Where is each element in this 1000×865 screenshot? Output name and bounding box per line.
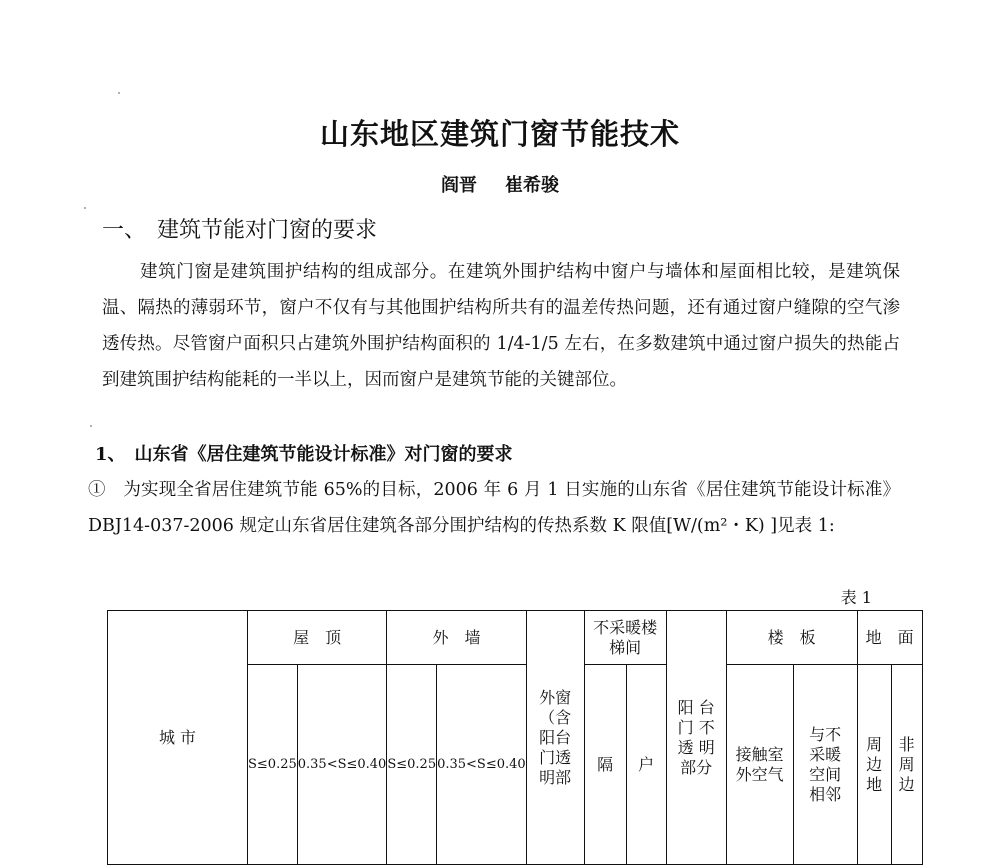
page-title: 山东地区建筑门窗节能技术 xyxy=(319,117,680,151)
scan-speck xyxy=(118,92,120,94)
table-header-wall-s1: S≤0.25 xyxy=(387,665,437,865)
paragraph-1: 建筑门窗是建筑围护结构的组成部分。在建筑外围护结构中窗户与墙体和屋面相比较，是建筑保温、隔热的薄弱环节，窗户不仅有与其他围护结构所共有的温差传热问题，还有通过窗户缝隙的空气渗透传热。尽管窗户面积只占建筑外围护结构面积的 1/4-1/5 左右，在多数建筑中通过窗户损失的热能占到建筑围护结构能耗的一半以上，因而窗户是建筑节能的关键部位。 xyxy=(102,262,900,390)
table-header-separate: 隔 xyxy=(584,665,626,865)
table-1 xyxy=(107,610,923,865)
table-header-window: 外窗（含阳台门透明部 xyxy=(526,611,584,865)
section-heading: 一、 建筑节能对门窗的要求 xyxy=(102,218,378,243)
table-header-roof-s2: 0.35<S≤0.40 xyxy=(297,665,387,865)
table-header-wall-s2: 0.35<S≤0.40 xyxy=(437,665,527,865)
table-header-contact-outdoor: 接触室外空气 xyxy=(726,665,793,865)
table-caption: 表 1 xyxy=(840,588,872,607)
table-header-adjacent-unheated: 与不采暖空间相邻 xyxy=(793,665,857,865)
scan-speck xyxy=(90,425,92,427)
scan-speck xyxy=(84,207,86,209)
paragraph-2: ① 为实现全省居住建筑节能 65%的目标，2006 年 6 月 1 日实施的山东省《居住建筑节能设计标准》DBJ14-037-2006 规定山东省居住建筑各部分围护结构的传热系数 K 限值[W/(m²・K) ]见表 1: xyxy=(88,480,900,536)
table-header-unheated-stair: 不采暖楼梯间 xyxy=(584,611,666,665)
table-header-perimeter: 周边地 xyxy=(857,665,891,865)
table-header-non-perimeter: 非周边 xyxy=(891,665,922,865)
table-header-door: 户 xyxy=(626,665,666,865)
author-1: 阎晋 xyxy=(441,175,477,196)
table-header-outer-wall: 外 墙 xyxy=(387,611,526,665)
table-header-roof: 屋 顶 xyxy=(248,611,387,665)
table-header-floor-slab: 楼 板 xyxy=(726,611,857,665)
table-header-roof-s1: S≤0.25 xyxy=(248,665,298,865)
table-header-ground: 地 面 xyxy=(857,611,922,665)
subsection-heading: 1、 山东省《居住建筑节能设计标准》对门窗的要求 xyxy=(95,444,513,465)
author-2: 崔希骏 xyxy=(505,175,559,196)
table-header-city: 城 市 xyxy=(108,611,248,865)
table-header-balcony-door: 阳 台门 不透 明部分 xyxy=(666,611,726,865)
authors xyxy=(0,171,1000,197)
